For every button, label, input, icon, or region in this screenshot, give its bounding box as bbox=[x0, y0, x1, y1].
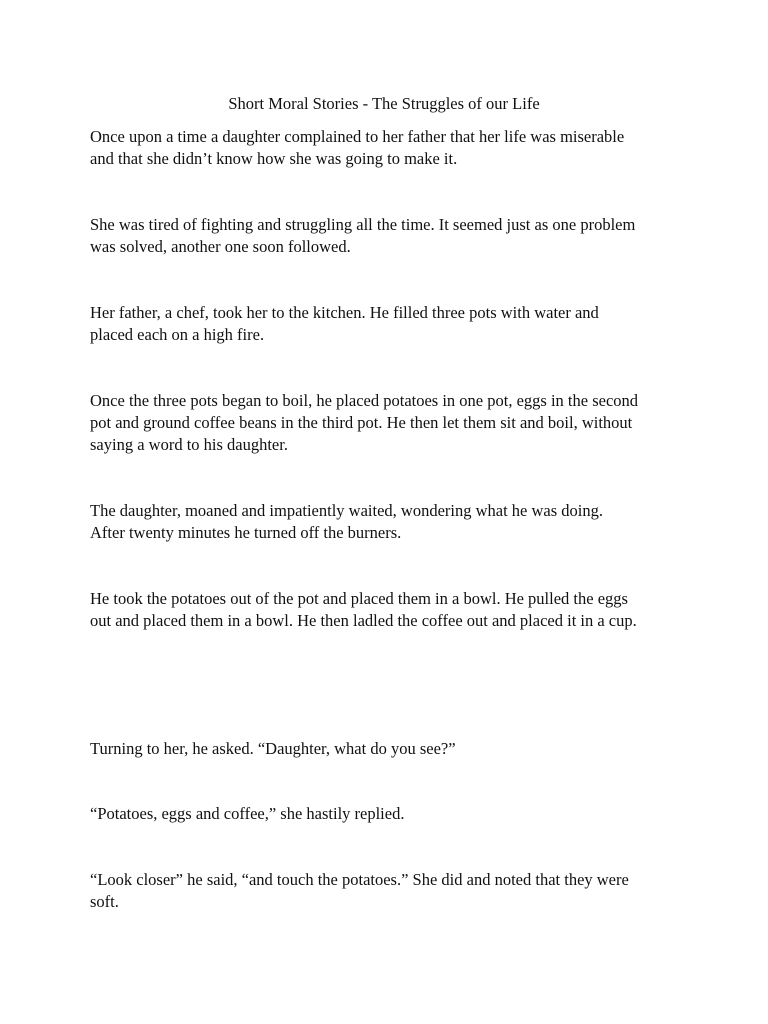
paragraph-line: She was tired of fighting and struggling all the time. It seemed just as one problem bbox=[90, 215, 636, 234]
paragraph bbox=[90, 214, 690, 258]
paragraph-line: After twenty minutes he turned off the burners. bbox=[90, 523, 402, 542]
paragraph-line: Her father, a chef, took her to the kitchen. He filled three pots with water and bbox=[90, 303, 599, 322]
paragraph-line: placed each on a high fire. bbox=[90, 325, 265, 344]
paragraph-line: soft. bbox=[90, 892, 119, 911]
paragraph-line: saying a word to his daughter. bbox=[90, 435, 288, 454]
paragraph-line: “Look closer” he said, “and touch the potatoes.” She did and noted that they were bbox=[90, 870, 629, 889]
paragraph-line: The daughter, moaned and impatiently waited, wondering what he was doing. bbox=[90, 501, 603, 520]
paragraph bbox=[90, 126, 690, 170]
paragraph-line: was solved, another one soon followed. bbox=[90, 237, 351, 256]
paragraph bbox=[90, 803, 690, 825]
paragraph-line: Turning to her, he asked. “Daughter, what do you see?” bbox=[90, 739, 456, 758]
paragraph bbox=[90, 869, 690, 913]
paragraph-line: and that she didn’t know how she was going to make it. bbox=[90, 149, 458, 168]
paragraph bbox=[90, 390, 690, 456]
paragraph bbox=[90, 738, 690, 760]
paragraph bbox=[90, 588, 690, 632]
paragraph bbox=[90, 302, 690, 346]
page-title: Short Moral Stories - The Struggles of our Life bbox=[228, 94, 540, 113]
paragraph-line: out and placed them in a bowl. He then ladled the coffee out and placed it in a cup. bbox=[90, 611, 637, 630]
paragraph-line: Once the three pots began to boil, he placed potatoes in one pot, eggs in the second bbox=[90, 391, 639, 410]
paragraph-line: He took the potatoes out of the pot and placed them in a bowl. He pulled the eggs bbox=[90, 589, 628, 608]
paragraph-line: Once upon a time a daughter complained to her father that her life was miserable bbox=[90, 127, 625, 146]
paragraph-line: “Potatoes, eggs and coffee,” she hastily replied. bbox=[90, 804, 405, 823]
paragraph bbox=[90, 500, 690, 544]
paragraph-line: pot and ground coffee beans in the third pot. He then let them sit and boil, without bbox=[90, 413, 633, 432]
